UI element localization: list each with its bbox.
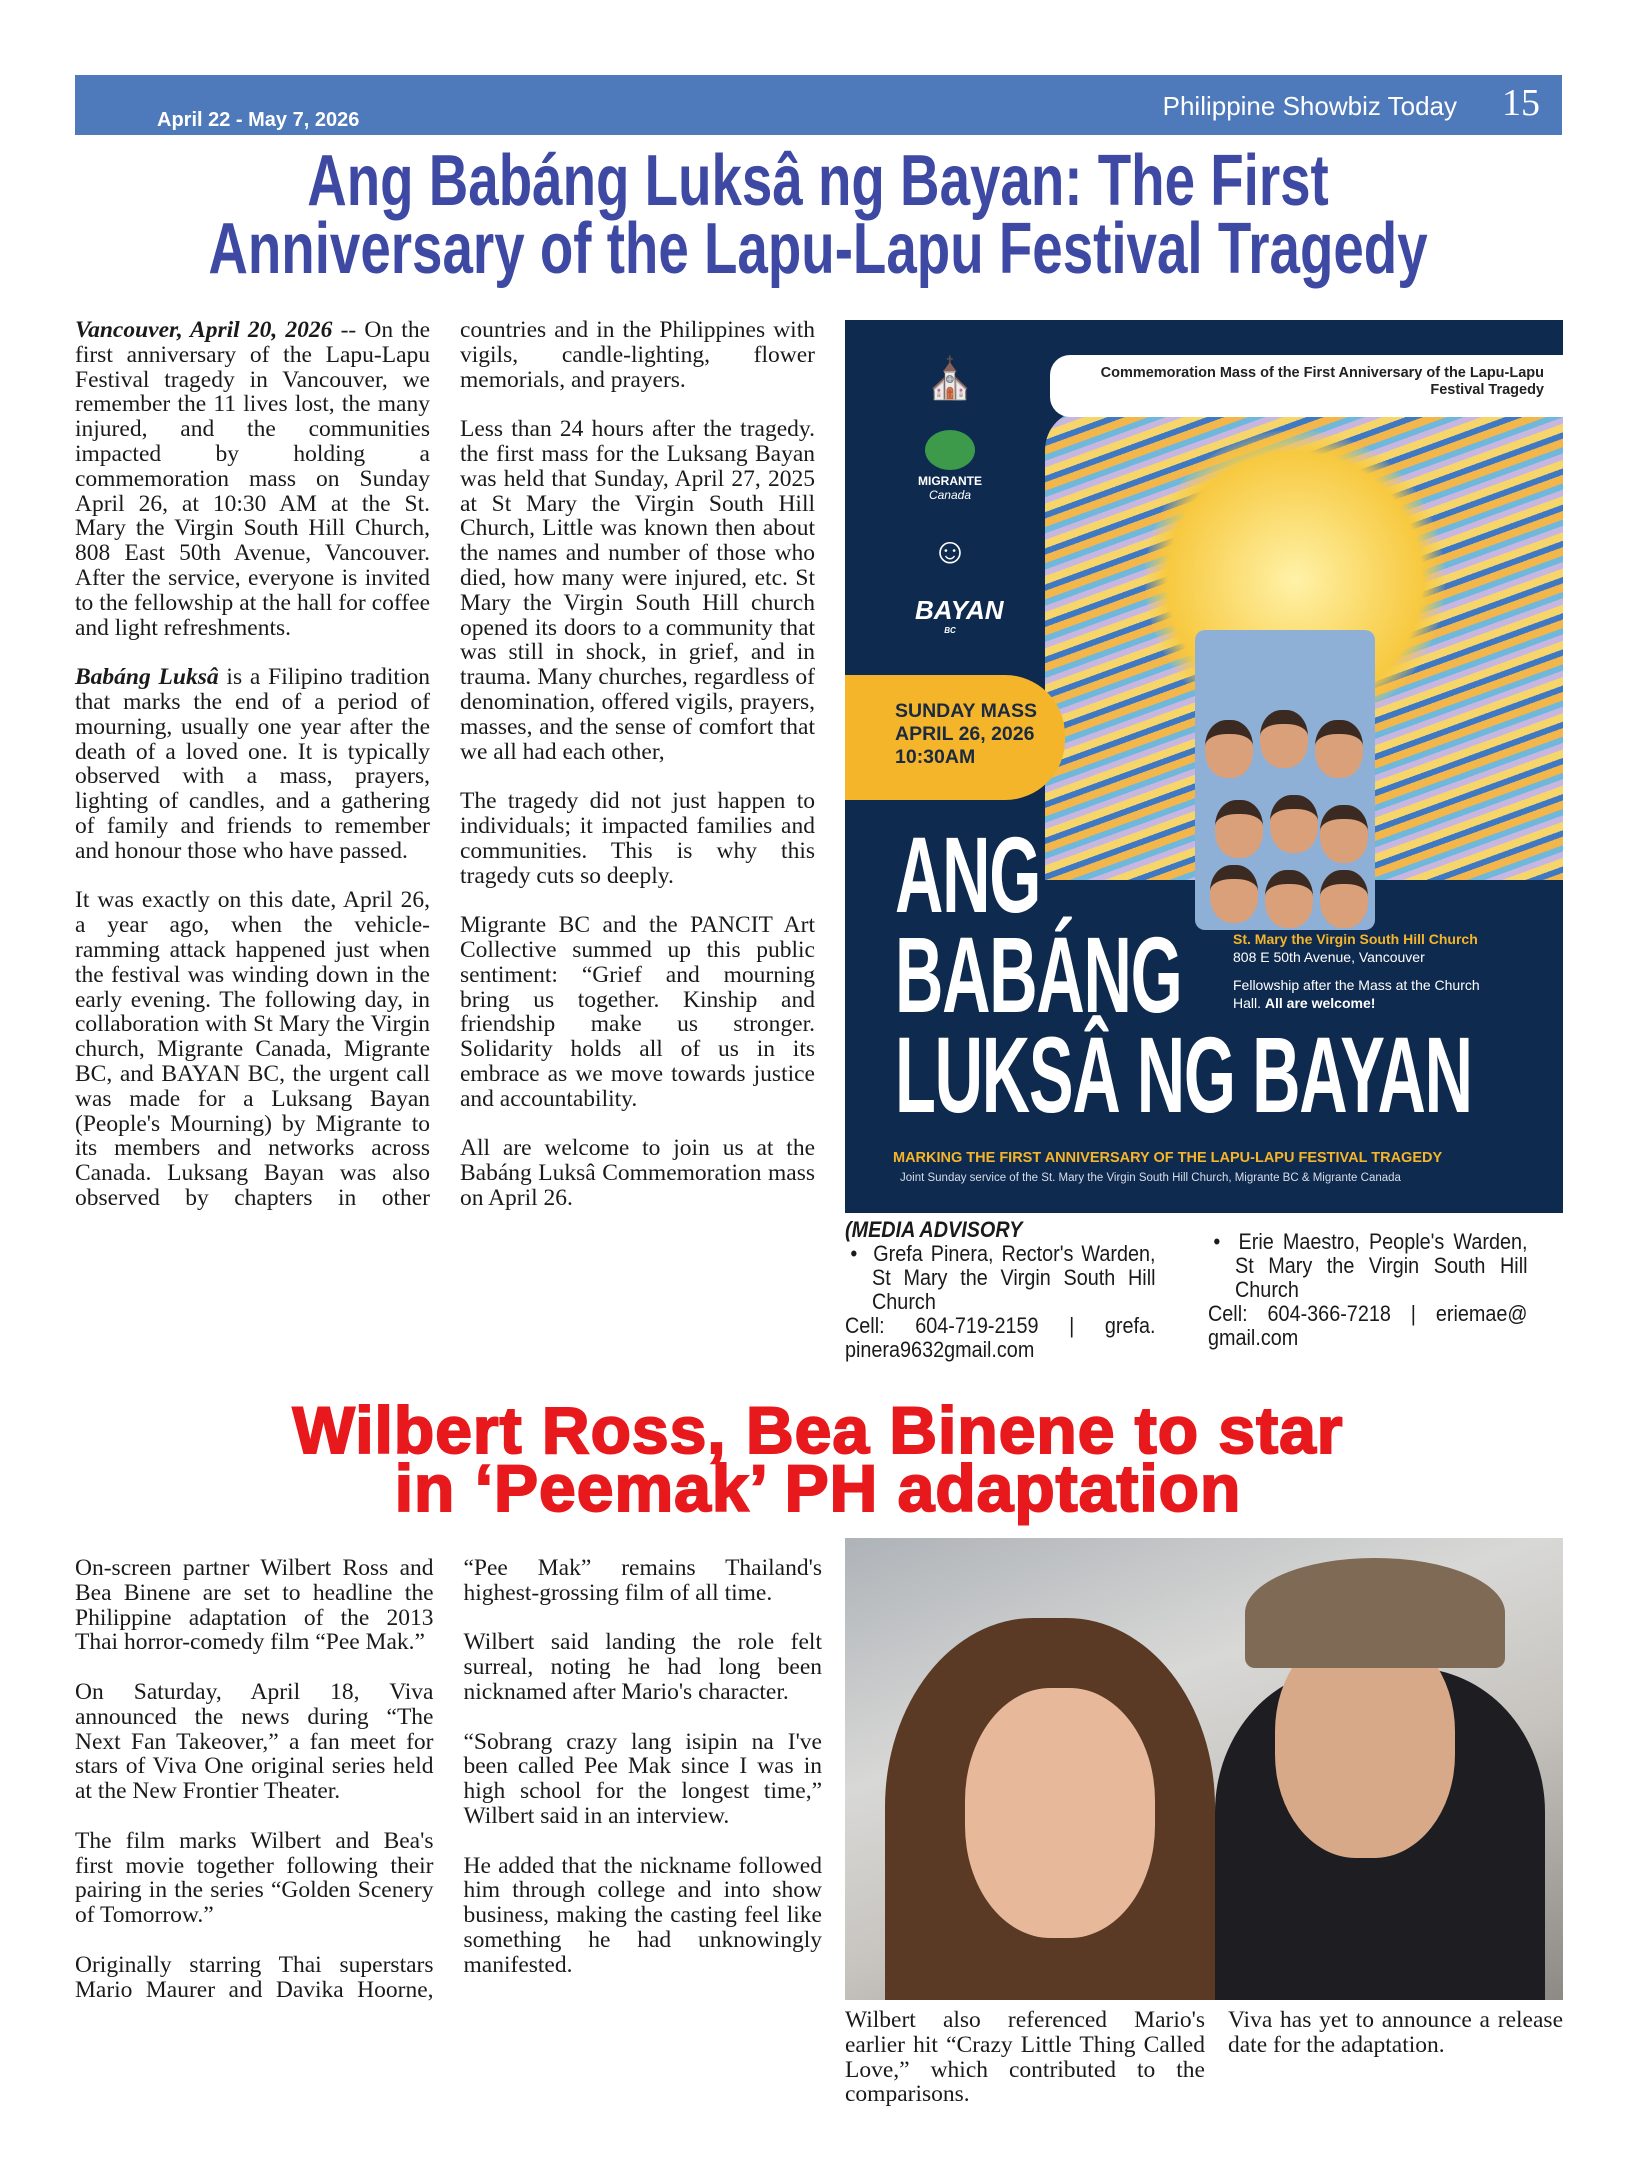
paragraph: Wilbert said landing the role felt surreal, noting he had long been nicknamed after Mario's character. <box>463 1629 822 1705</box>
church-logo-icon: ⛪ <box>925 357 975 401</box>
headline-1-line-2: Anniversary of the Lapu-Lapu Festival Tragedy <box>208 209 1428 289</box>
contact-2-cell: Cell: 604-366-7218 | eriemae@ gmail.com <box>1208 1301 1528 1350</box>
paragraph: -- On the first anniversary of the Lapu-Lapu Festival tragedy in Vancouver, we remember the 11 lives lost, the many injured, and the communities impacted by holding a commemoration mass on Sunday April 26, at 10:30 AM at the St. Mary the Virgin South Hill Church, 808 East 50th Avenue, Vancouver. After the service, everyone is invited to the fellowship at the hall for coffee and light refreshments. <box>75 317 430 641</box>
term: Babáng Luksâ <box>75 664 219 691</box>
publication-name: Philippine Showbiz Today <box>1162 91 1457 121</box>
church-address: 808 E 50th Avenue, Vancouver <box>1233 949 1425 965</box>
contact-2: • Erie Maestro, People's Warden, St Mary the Virgin South Hill Church <box>1213 1229 1528 1302</box>
paragraph: Originally starring Thai superstars Mario Maurer and Davika Hoorne, “Pee Mak” remains Thailand's highest-grossing film of all time. <box>75 1555 822 2003</box>
bayan-logo-sub: BC <box>944 626 956 635</box>
contact-1-cell: Cell: 604-719-2159 | grefa. pinera9632gmail.com <box>845 1313 1156 1362</box>
bayan-logo <box>915 595 1004 635</box>
poster-marking: MARKING THE FIRST ANNIVERSARY OF THE LAPU-LAPU FESTIVAL TRAGEDY <box>893 1150 1443 1166</box>
media-advisory-right <box>1208 1230 1528 1350</box>
paragraph: Migrante BC and the PANCIT Art Collective summed up this public sentiment: “Grief and mourning bring us together. Kinship and friendship make us stronger. Solidarity holds all of us in its embrace as we move towards justice and accountability. <box>460 912 815 1112</box>
paragraph: The tragedy did not just happen to individuals; it impacted families and communities. This is why this tragedy cuts so deeply. <box>460 788 815 889</box>
poster-title-line-3: LUKSÂ NG BAYAN <box>895 1014 1472 1135</box>
paragraph: He added that the nickname followed him through college and into show business, making the casting feel like something he had unknowingly manifested. <box>463 1852 822 1978</box>
bayan-logo-text: BAYAN <box>915 595 1004 625</box>
paragraph: is a Filipino tradition that marks the end of a period of mourning, usually one year after the death of a loved one. It is typically observed with a mass, prayers, lighting of candles, and a gathering of family and friends to remember and honour those who have passed. <box>75 664 430 864</box>
event-poster <box>845 320 1563 1213</box>
church-name: St. Mary the Virgin South Hill Church <box>1233 931 1478 947</box>
paragraph: Viva has yet to announce a release date for the adaptation. <box>1228 2007 1563 2058</box>
article-2-column-4 <box>1228 2008 1563 2058</box>
article-1-body <box>75 318 815 1211</box>
article-2-body <box>75 1556 822 2002</box>
migrante-bc-logo-icon: ☺ <box>931 530 969 571</box>
paragraph: “Sobrang crazy lang isipin na I've been called Pee Mak since I was in high school for the longest time,” Wilbert said in an interview. <box>463 1728 822 1829</box>
migrante-logo-sub: Canada <box>928 488 972 502</box>
page-number: 15 <box>1502 82 1540 124</box>
mass-schedule-banner <box>845 675 1065 800</box>
migrante-logo <box>915 430 985 502</box>
headline-1-line-1: Ang Babáng Luksâ ng Bayan: The First <box>307 141 1329 221</box>
article-2-column-3 <box>845 2008 1205 2107</box>
media-advisory-left <box>845 1218 1156 1362</box>
mass-date: APRIL 26, 2026 <box>895 723 1035 745</box>
migrante-logo-text: MIGRANTE <box>918 474 982 488</box>
page-header <box>75 75 1562 135</box>
poster-title-line-2: BABÁNG <box>895 914 1182 1035</box>
paragraph: On Saturday, April 18, Viva announced the news during “The Next Fan Takeover,” a fan meet for stars of Viva One original series held at the New Frontier Theater. <box>75 1678 434 1805</box>
contact-1: • Grefa Pinera, Rector's Warden, St Mary the Virgin South Hill Church <box>850 1241 1156 1314</box>
paragraph: All are welcome to join us at the Babáng Luksâ Commemoration mass on April 26. <box>460 1135 815 1211</box>
advisory-title: (MEDIA ADVISORY <box>845 1217 1023 1242</box>
poster-header: Commemoration Mass of the First Anniversary of the Lapu-Lapu Festival Tragedy <box>1050 355 1563 417</box>
headline-2-line-1: Wilbert Ross, Bea Binene to star <box>292 1393 1344 1467</box>
issue-date: April 22 - May 7, 2026 <box>157 109 360 131</box>
dateline: Vancouver, April 20, 2026 <box>75 317 333 343</box>
headline-2-line-2: in ‘Peemak’ PH adaptation <box>394 1451 1242 1525</box>
paragraph: The film marks Wilbert and Bea's first movie together following their pairing in the series “Golden Scenery of Tomorrow.” <box>75 1827 434 1929</box>
candle-illustration <box>1195 630 1375 930</box>
welcome-note: All are welcome! <box>1264 995 1376 1011</box>
fellowship-note: Fellowship after the Mass at the Church Hall. <box>1233 977 1480 1011</box>
paragraph: Less than 24 hours after the tragedy. the first mass for the Luksang Bayan was held that Sunday, April 27, 2025 at St Mary the Virgin South Hill Church, Little was known then about the names and number of those who died, how many were injured, etc. St Mary the Virgin South Hill church opened its doors to a community that was still in shock, in grief, and in trauma. Many churches, regardless of denomination, offered vigils, prayers, masses, and the sense of comfort that we all had each other, <box>460 416 815 765</box>
mass-line: SUNDAY MASS <box>895 700 1037 722</box>
poster-joint-service: Joint Sunday service of the St. Mary the Virgin South Hill Church, Migrante BC & Migrante Canada <box>900 1172 1401 1184</box>
church-info <box>1233 930 1553 1012</box>
poster-title-line-1: ANG <box>895 814 1041 935</box>
paragraph: It was exactly on this date, April 26, a year ago, when the vehicle-ramming attack happened just when the festival was winding down in the early evening. The following day, in collaboration with St Mary the Virgin church, Migrante Canada, Migrante BC, and BAYAN BC, the urgent call was made for a Luksang Bayan (People's Mourning) by Migrante to its members and networks across Canada. Luksang Bayan was also observed by chapters in other countries and in the Philippines with vigils, candle-lighting, flower memorials, and prayers. <box>75 317 815 1211</box>
paragraph: On-screen partner Wilbert Ross and Bea Binene are set to headline the Philippine adaptation of the 2013 Thai horror-comedy film “Pee Mak.” <box>75 1555 434 1656</box>
wilbert-bea-photo <box>845 1538 1563 2000</box>
mass-time: 10:30AM <box>895 746 976 768</box>
paragraph: Wilbert also referenced Mario's earlier hit “Crazy Little Thing Called Love,” which contributed to the comparisons. <box>845 2007 1205 2108</box>
